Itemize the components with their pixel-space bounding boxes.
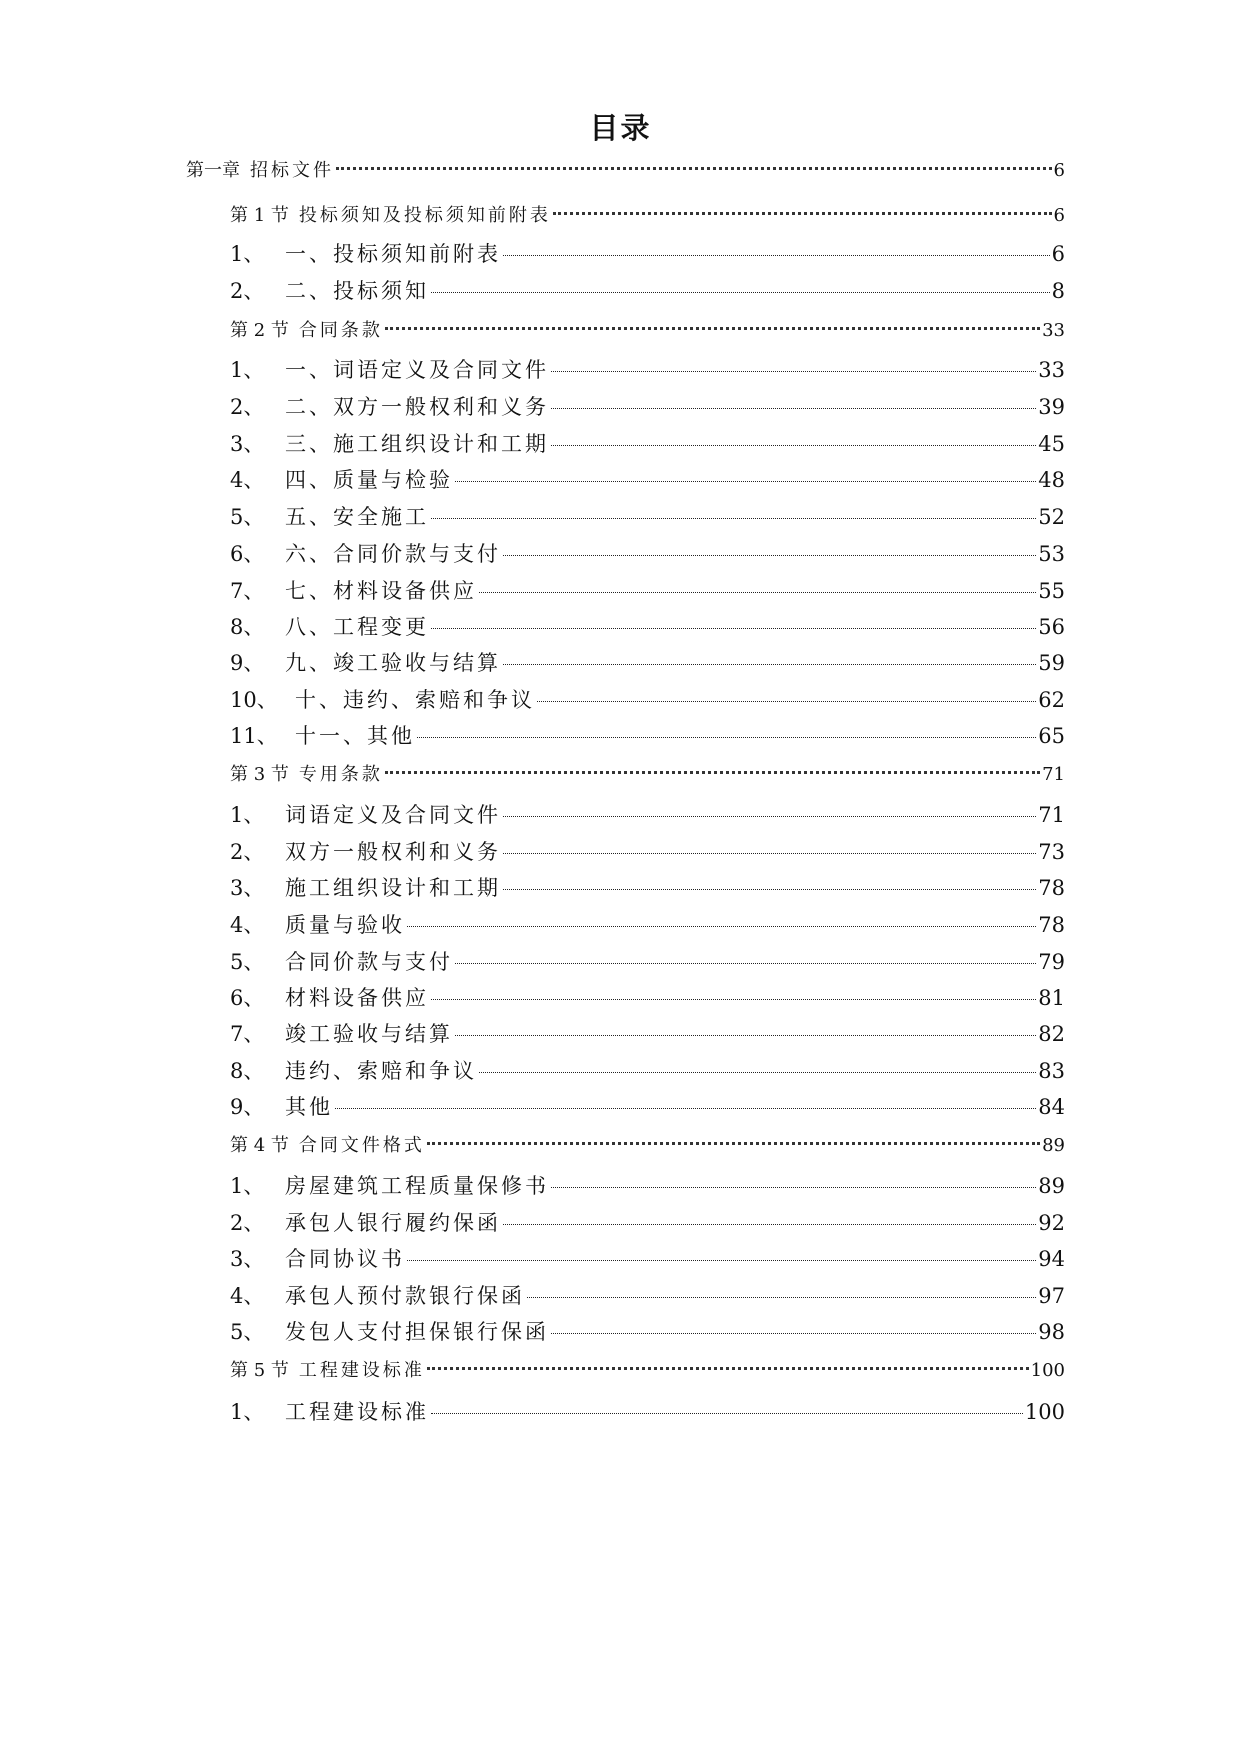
toc-entry-page-number: 6 <box>1051 242 1065 266</box>
toc-entry[interactable] <box>230 872 1065 902</box>
toc-entry[interactable] <box>230 720 1065 750</box>
toc-entry-page-number: 71 <box>1038 803 1065 827</box>
toc-entry-label: 双方一般权利和义务 <box>285 840 501 864</box>
dot-leader <box>385 753 1040 774</box>
toc-entry[interactable] <box>230 759 1065 786</box>
toc-entry-number: 第 1 节 <box>230 205 289 226</box>
toc-entry-label: 四、质量与检验 <box>285 468 453 492</box>
toc-entry[interactable] <box>230 611 1065 641</box>
toc-entry-label: 合同协议书 <box>285 1247 405 1271</box>
toc-entry[interactable] <box>230 684 1065 714</box>
toc-entry[interactable] <box>230 1280 1065 1310</box>
toc-entry[interactable] <box>230 1396 1065 1426</box>
toc-entry-label: 一、投标须知前附表 <box>285 242 501 266</box>
dot-leader <box>455 942 1036 964</box>
toc-entry-label: 施工组织设计和工期 <box>285 876 501 900</box>
toc-entry-label: 十、违约、索赔和争议 <box>295 688 535 712</box>
toc-entry-page-number: 79 <box>1038 950 1065 974</box>
toc-entry-label: 违约、索赔和争议 <box>285 1059 477 1083</box>
toc-entry-page-number: 65 <box>1038 724 1065 748</box>
toc-entry[interactable] <box>230 501 1065 531</box>
dot-leader <box>336 149 1052 170</box>
toc-entry[interactable] <box>230 315 1065 342</box>
toc-entry-page-number: 39 <box>1038 395 1065 419</box>
toc-entry-page-number: 71 <box>1042 764 1065 785</box>
toc-entry-number: 8、 <box>230 615 265 639</box>
dot-leader <box>537 680 1036 702</box>
toc-entry-number: 4、 <box>230 913 265 937</box>
toc-entry-label: 合同价款与支付 <box>285 950 453 974</box>
dot-leader <box>431 978 1036 1000</box>
toc-entry[interactable] <box>230 1091 1065 1121</box>
dot-leader <box>427 1124 1040 1145</box>
toc-entry-label: 合同条款 <box>298 320 383 341</box>
toc-entry-label: 招标文件 <box>250 160 334 181</box>
toc-entry-label: 发包人支付担保银行保函 <box>285 1320 549 1344</box>
toc-entry[interactable] <box>230 1207 1065 1237</box>
dot-leader <box>551 387 1036 409</box>
toc-entry-page-number: 89 <box>1042 1135 1065 1156</box>
toc-entry-number: 第 5 节 <box>230 1360 289 1381</box>
toc-entry[interactable] <box>230 354 1065 384</box>
dot-leader <box>527 1276 1036 1298</box>
toc-entry-number: 4、 <box>230 1284 265 1308</box>
dot-leader <box>551 1166 1036 1188</box>
dot-leader <box>335 1087 1036 1109</box>
toc-entry-number: 3、 <box>230 876 265 900</box>
toc-entry-page-number: 89 <box>1038 1174 1065 1198</box>
toc-entry-label: 材料设备供应 <box>285 986 429 1010</box>
toc-entry[interactable] <box>230 1316 1065 1346</box>
toc-entry[interactable] <box>230 275 1065 305</box>
toc-entry-number: 9、 <box>230 651 265 675</box>
toc-entry[interactable] <box>230 1243 1065 1273</box>
toc-entry-page-number: 55 <box>1038 579 1065 603</box>
dot-leader <box>503 795 1036 817</box>
toc-entry[interactable] <box>230 1355 1065 1382</box>
toc-entry-number: 1、 <box>230 803 265 827</box>
toc-entry-page-number: 48 <box>1038 468 1065 492</box>
dot-leader <box>479 571 1036 593</box>
toc-entry-page-number: 100 <box>1030 1360 1065 1381</box>
toc-entry-page-number: 73 <box>1038 840 1065 864</box>
dot-leader <box>553 194 1052 215</box>
toc-entry-page-number: 82 <box>1038 1022 1065 1046</box>
toc-entry[interactable] <box>230 647 1065 677</box>
toc-entry-number: 5、 <box>230 505 265 529</box>
toc-entry-number: 2、 <box>230 1211 265 1235</box>
toc-entry-number: 2、 <box>230 279 265 303</box>
toc-entry-number: 1、 <box>230 1174 265 1198</box>
toc-entry-label: 九、竣工验收与结算 <box>285 651 501 675</box>
toc-entry[interactable] <box>186 155 1065 182</box>
dot-leader <box>431 607 1036 629</box>
toc-entry-label: 承包人银行履约保函 <box>285 1211 501 1235</box>
toc-entry-number: 2、 <box>230 840 265 864</box>
toc-entry-page-number: 8 <box>1051 279 1065 303</box>
toc-entry-label: 二、投标须知 <box>285 279 429 303</box>
dot-leader <box>427 1349 1029 1370</box>
toc-entry-number: 4、 <box>230 468 265 492</box>
dot-leader <box>431 271 1050 293</box>
dot-leader <box>503 832 1036 854</box>
toc-entry-page-number: 98 <box>1038 1320 1065 1344</box>
toc-entry[interactable] <box>230 1170 1065 1200</box>
toc-entry-number: 2、 <box>230 395 265 419</box>
toc-entry[interactable] <box>230 200 1065 227</box>
toc-entry-number: 5、 <box>230 950 265 974</box>
toc-entry-number: 第一章 <box>186 160 240 181</box>
toc-entry-label: 二、双方一般权利和义务 <box>285 395 549 419</box>
toc-entry[interactable] <box>230 1018 1065 1048</box>
toc-entry-page-number: 53 <box>1038 542 1065 566</box>
toc-entry-number: 第 4 节 <box>230 1135 289 1156</box>
toc-entry[interactable] <box>230 428 1065 458</box>
toc-entry-label: 八、工程变更 <box>285 615 429 639</box>
toc-entry-label: 六、合同价款与支付 <box>285 542 501 566</box>
toc-entry-page-number: 6 <box>1053 205 1065 226</box>
toc-entry[interactable] <box>230 238 1065 268</box>
toc-entry[interactable] <box>230 538 1065 568</box>
toc-entry-page-number: 81 <box>1038 986 1065 1010</box>
toc-entry-label: 投标须知及投标须知前附表 <box>298 205 551 226</box>
dot-leader <box>407 905 1036 927</box>
toc-entry-label: 一、词语定义及合同文件 <box>285 358 549 382</box>
toc-entry-label: 合同文件格式 <box>298 1135 425 1156</box>
toc-entry-page-number: 6 <box>1053 160 1065 181</box>
dot-leader <box>503 1203 1036 1225</box>
dot-leader <box>431 1392 1023 1414</box>
dot-leader <box>551 424 1036 446</box>
toc-entry-page-number: 78 <box>1038 913 1065 937</box>
toc-entry-label: 竣工验收与结算 <box>285 1022 453 1046</box>
toc-entry-number: 9、 <box>230 1095 265 1119</box>
toc-entry-label: 质量与验收 <box>285 913 405 937</box>
toc-entry-number: 6、 <box>230 542 265 566</box>
toc-entry-label: 其他 <box>285 1095 333 1119</box>
toc-entry-page-number: 56 <box>1038 615 1065 639</box>
toc-entry-page-number: 84 <box>1038 1095 1065 1119</box>
toc-entry-page-number: 83 <box>1038 1059 1065 1083</box>
dot-leader <box>455 460 1036 482</box>
toc-entry-number: 7、 <box>230 579 265 603</box>
toc-entry-label: 专用条款 <box>298 764 383 785</box>
toc-entry-page-number: 92 <box>1038 1211 1065 1235</box>
toc-entry-page-number: 33 <box>1038 358 1065 382</box>
dot-leader <box>417 716 1036 738</box>
toc-entry-page-number: 33 <box>1042 320 1065 341</box>
dot-leader <box>479 1051 1036 1073</box>
toc-entry-page-number: 59 <box>1038 651 1065 675</box>
toc-entry-page-number: 52 <box>1038 505 1065 529</box>
toc-entry-page-number: 97 <box>1038 1284 1065 1308</box>
toc-entry-number: 第 3 节 <box>230 764 289 785</box>
toc-entry-number: 5、 <box>230 1320 265 1344</box>
toc-entry[interactable] <box>230 464 1065 494</box>
toc-entry-label: 三、施工组织设计和工期 <box>285 432 549 456</box>
toc-entry-number: 1、 <box>230 242 265 266</box>
toc-entry-number: 6、 <box>230 986 265 1010</box>
dot-leader <box>455 1014 1036 1036</box>
page-title: 目录 <box>589 111 652 145</box>
toc-entry-label: 工程建设标准 <box>285 1400 429 1424</box>
toc-entry[interactable] <box>230 982 1065 1012</box>
toc-entry[interactable] <box>230 946 1065 976</box>
dot-leader <box>385 309 1040 330</box>
toc-entry-number: 10、 <box>230 688 278 712</box>
toc-entry[interactable] <box>230 909 1065 939</box>
dot-leader <box>503 234 1050 256</box>
toc-entry-number: 1、 <box>230 358 265 382</box>
dot-leader <box>503 643 1036 665</box>
toc-entry-number: 11、 <box>230 724 278 748</box>
toc-entry[interactable] <box>230 1130 1065 1157</box>
toc-entry-number: 8、 <box>230 1059 265 1083</box>
dot-leader <box>431 497 1036 519</box>
toc-entry[interactable] <box>230 799 1065 829</box>
toc-entry-label: 工程建设标准 <box>298 1360 425 1381</box>
toc-entry-label: 十一、其他 <box>295 724 415 748</box>
dot-leader <box>551 1312 1036 1334</box>
toc-entry-page-number: 45 <box>1038 432 1065 456</box>
toc-entry-number: 1、 <box>230 1400 265 1424</box>
toc-entry-number: 7、 <box>230 1022 265 1046</box>
toc-entry[interactable] <box>230 836 1065 866</box>
toc-entry-number: 3、 <box>230 1247 265 1271</box>
dot-leader <box>503 534 1036 556</box>
toc-entry-page-number: 94 <box>1038 1247 1065 1271</box>
toc-entry[interactable] <box>230 391 1065 421</box>
dot-leader <box>551 350 1036 372</box>
dot-leader <box>407 1239 1036 1261</box>
toc-entry[interactable] <box>230 1055 1065 1085</box>
toc-entry-label: 承包人预付款银行保函 <box>285 1284 525 1308</box>
toc-entry-label: 房屋建筑工程质量保修书 <box>285 1174 549 1198</box>
dot-leader <box>503 868 1036 890</box>
toc-entry-page-number: 78 <box>1038 876 1065 900</box>
toc-entry-page-number: 62 <box>1038 688 1065 712</box>
toc-entry-label: 词语定义及合同文件 <box>285 803 501 827</box>
toc-entry-label: 五、安全施工 <box>285 505 429 529</box>
toc-entry-page-number: 100 <box>1024 1400 1065 1424</box>
toc-entry-number: 第 2 节 <box>230 320 289 341</box>
toc-entry[interactable] <box>230 575 1065 605</box>
toc-entry-label: 七、材料设备供应 <box>285 579 477 603</box>
toc-entry-number: 3、 <box>230 432 265 456</box>
